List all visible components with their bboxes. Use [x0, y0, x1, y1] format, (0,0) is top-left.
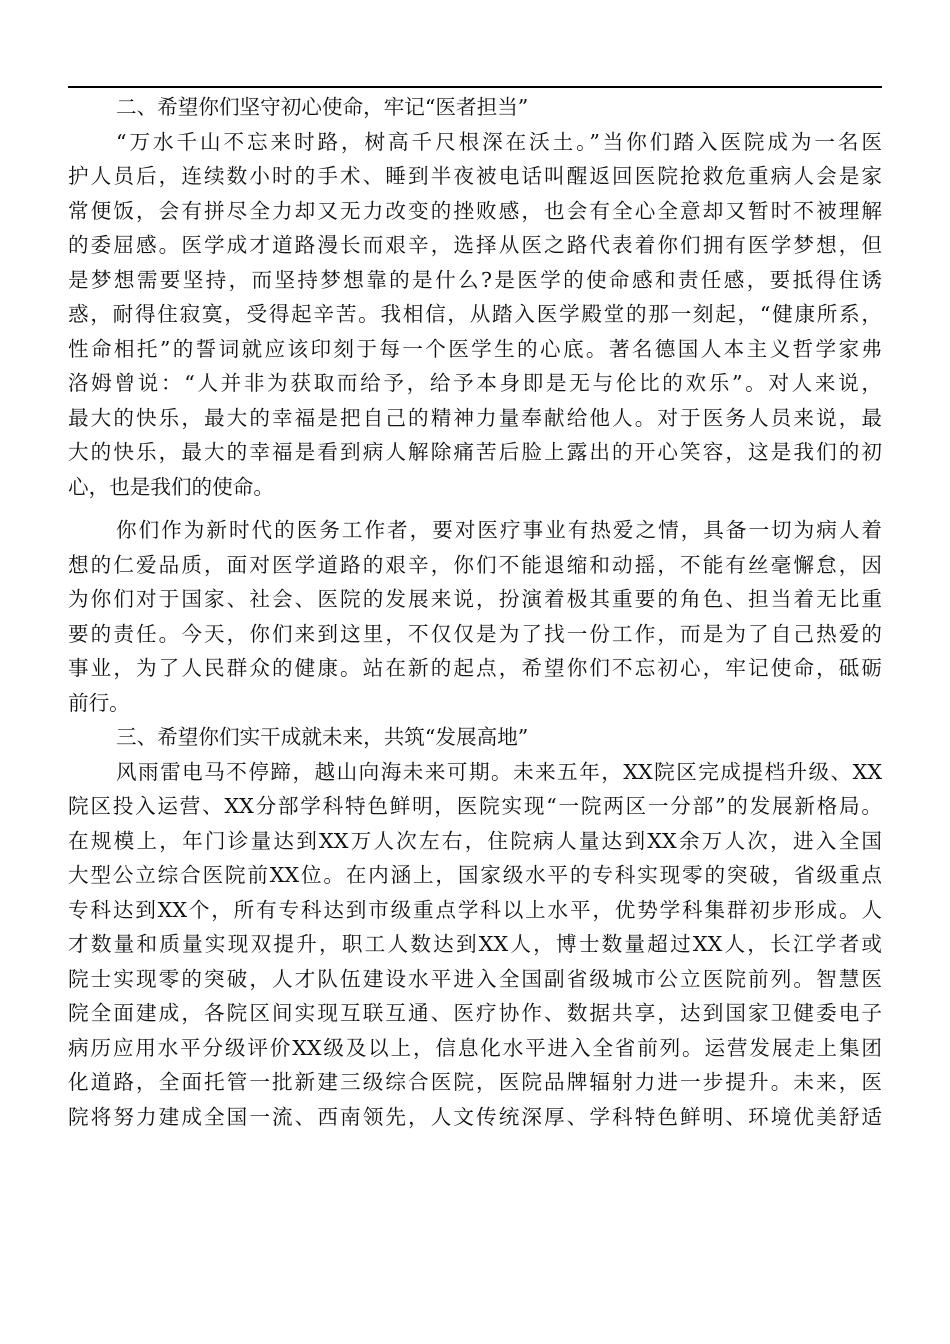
paragraph-line: 最大的快乐，最大的幸福是把自己的精神力量奉献给他人。对于医务人员来说，最 [68, 405, 882, 430]
paragraph-line: 的委屈感。医学成才道路漫长而艰辛，选择从医之路代表着你们拥有医学梦想，但 [68, 233, 882, 257]
paragraph-line: 想的仁爱品质，面对医学道路的艰辛，你们不能退缩和动摇，不能有丝毫懈怠，因 [68, 552, 882, 577]
paragraph-line: 性命相托”的誓词就应该印刻于每一个医学生的心底。著名德国人本主义哲学家弗 [68, 336, 882, 361]
paragraph-line: 专科达到XX个，所有专科达到市级重点学科以上水平，优势学科集群初步形成。人 [68, 897, 882, 922]
paragraph-line: 常便饭，会有拼尽全力却又无力改变的挫败感，也会有全心全意却又暂时不被理解 [68, 198, 882, 223]
paragraph [68, 125, 882, 505]
paragraph-line: 大的快乐，最大的幸福是看到病人解除痛苦后脸上露出的开心笑容，这是我们的初 [68, 440, 882, 464]
paragraph-line: 在规模上，年门诊量达到XX万人次左右，住院病人量达到XX余万人次，进入全国 [68, 828, 882, 853]
paragraph [68, 513, 882, 720]
paragraph-line: 化道路，全面托管一批新建三级综合医院，医院品牌辐射力进一步提升。未来，医 [68, 1070, 882, 1094]
paragraph-line: 要的责任。今天，你们来到这里，不仅仅是为了找一份工作，而是为了自己热爱的 [68, 621, 882, 646]
paragraph-line: 院士实现零的突破，人才队伍建设水平进入全国副省级城市公立医院前列。智慧医 [68, 966, 882, 991]
paragraph-line: 院将努力建成全国一流、西南领先，人文传统深厚、学科特色鲜明、环境优美舒适 [68, 1104, 882, 1129]
paragraph-line: 你们作为新时代的医务工作者，要对医疗事业有热爱之情，具备一切为病人着 [116, 518, 882, 542]
paragraph-line: 风雨雷电马不停蹄，越山向海未来可期。未来五年，XX院区完成提档升级、XX [116, 759, 882, 784]
paragraph-line: 事业，为了人民群众的健康。站在新的起点，希望你们不忘初心，牢记使命，砥砺 [68, 656, 882, 680]
paragraph-line: 才数量和质量实现双提升，职工人数达到XX人，博士数量超过XX人，长江学者或 [68, 932, 882, 956]
paragraph-line: 惑，耐得住寂寞，受得起辛苦。我相信，从踏入医学殿堂的那一刻起，“健康所系， [68, 302, 882, 326]
paragraph-line: 洛姆曾说：“人并非为获取而给予，给予本身即是无与伦比的欢乐”。对人来说， [68, 371, 882, 395]
section-heading: 三、希望你们实干成就未来，共筑“发展高地” [116, 725, 529, 749]
paragraph-line: 院全面建成，各院区间实现互联互通、医疗协作、数据共享，达到国家卫健委电子 [68, 1001, 882, 1025]
header-rule [68, 86, 882, 88]
document-body [68, 90, 882, 1134]
paragraph-line: 院区投入运营、XX分部学科特色鲜明，医院实现“一院两区一分部”的发展新格局。 [68, 794, 882, 818]
paragraph-line: 为你们对于国家、社会、医院的发展来说，扮演着极其重要的角色、担当着无比重 [68, 587, 882, 611]
paragraph-line: 大型公立综合医院前XX位。在内涵上，国家级水平的专科实现零的突破，省级重点 [68, 863, 882, 887]
paragraph-line: 护人员后，连续数小时的手术、睡到半夜被电话叫醒返回医院抢救危重病人会是家 [68, 164, 882, 188]
section-heading: 二、希望你们坚守初心使命，牢记“医者担当” [116, 95, 529, 119]
paragraph-line: “万水千山不忘来时路，树高千尺根深在沃土。”当你们踏入医院成为一名医 [116, 129, 882, 154]
paragraph-line: 病历应用水平分级评价XX级及以上，信息化水平进入全省前列。运营发展走上集团 [68, 1035, 882, 1060]
paragraph-line: 前行。 [68, 690, 130, 715]
paragraph-line: 心，也是我们的使命。 [68, 474, 274, 499]
paragraph-line: 是梦想需要坚持，而坚持梦想靠的是什么?是医学的使命感和责任感，要抵得住诱 [68, 267, 882, 292]
paragraph [68, 755, 882, 1135]
